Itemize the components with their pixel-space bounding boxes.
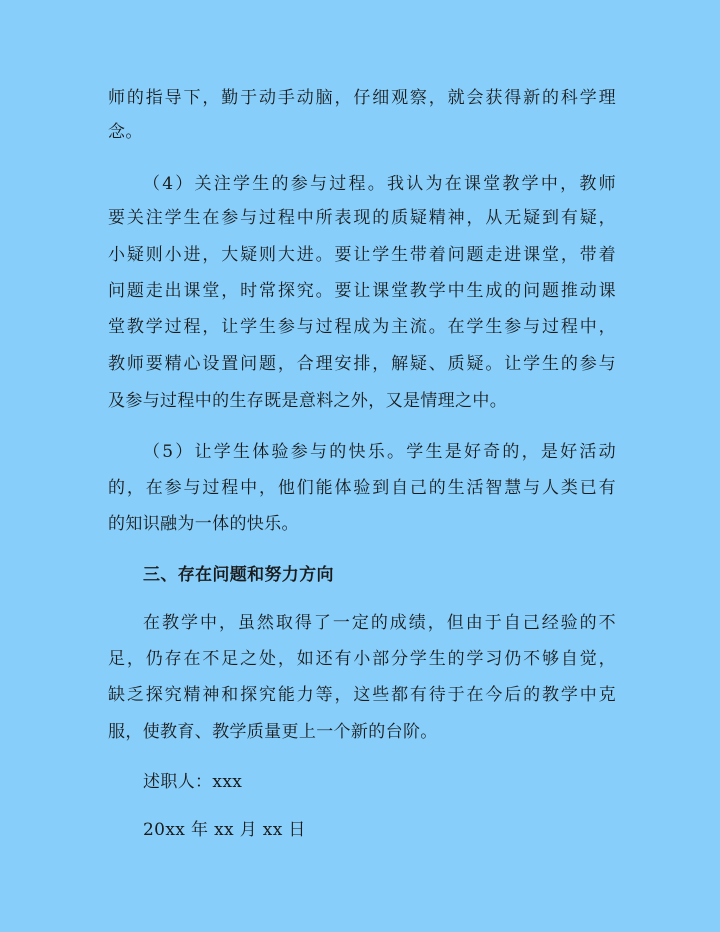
text-line: 足，仍存在不足之处，如还有小部分学生的学习仍不够自觉， [108,649,616,669]
text-line: 缺乏探究精神和探究能力等，这些都有待于在今后的教学中克 [108,685,616,705]
text-line: 堂教学过程，让学生参与过程成为主流。在学生参与过程中， [108,317,616,337]
text-line: 的知识融为一体的快乐。 [108,514,299,534]
text-line: 教师要精心设置问题，合理安排，解疑、质疑。让学生的参与 [108,354,616,374]
text-line: 小疑则小进，大疑则大进。要让学生带着问题走进课堂，带着 [108,245,616,265]
text-line: 念。 [108,122,143,142]
text-line: 服，使教育、教学质量更上一个新的台阶。 [108,722,438,742]
text-line: （5）让学生体验参与的快乐。学生是好奇的，是好活动 [143,442,616,462]
text-line: 的，在参与过程中，他们能体验到自己的生活智慧与人类已有 [108,478,616,498]
report-date: 20xx 年 xx 月 xx 日 [143,820,306,840]
text-line: 师的指导下，勤于动手动脑，仔细观察，就会获得新的科学理 [108,88,616,108]
text-line: （4）关注学生的参与过程。我认为在课堂教学中，教师 [143,174,616,194]
text-line: 在教学中，虽然取得了一定的成绩，但由于自己经验的不 [143,613,616,633]
section-heading: 三、存在问题和努力方向 [143,565,334,585]
text-line: 要关注学生在参与过程中所表现的质疑精神，从无疑到有疑， [108,208,616,228]
text-line: 问题走出课堂，时常探究。要让课堂教学中生成的问题推动课 [108,281,616,301]
reporter-signature: 述职人：xxx [143,772,243,792]
text-line: 及参与过程中的生存既是意料之外，又是情理之中。 [108,391,508,411]
